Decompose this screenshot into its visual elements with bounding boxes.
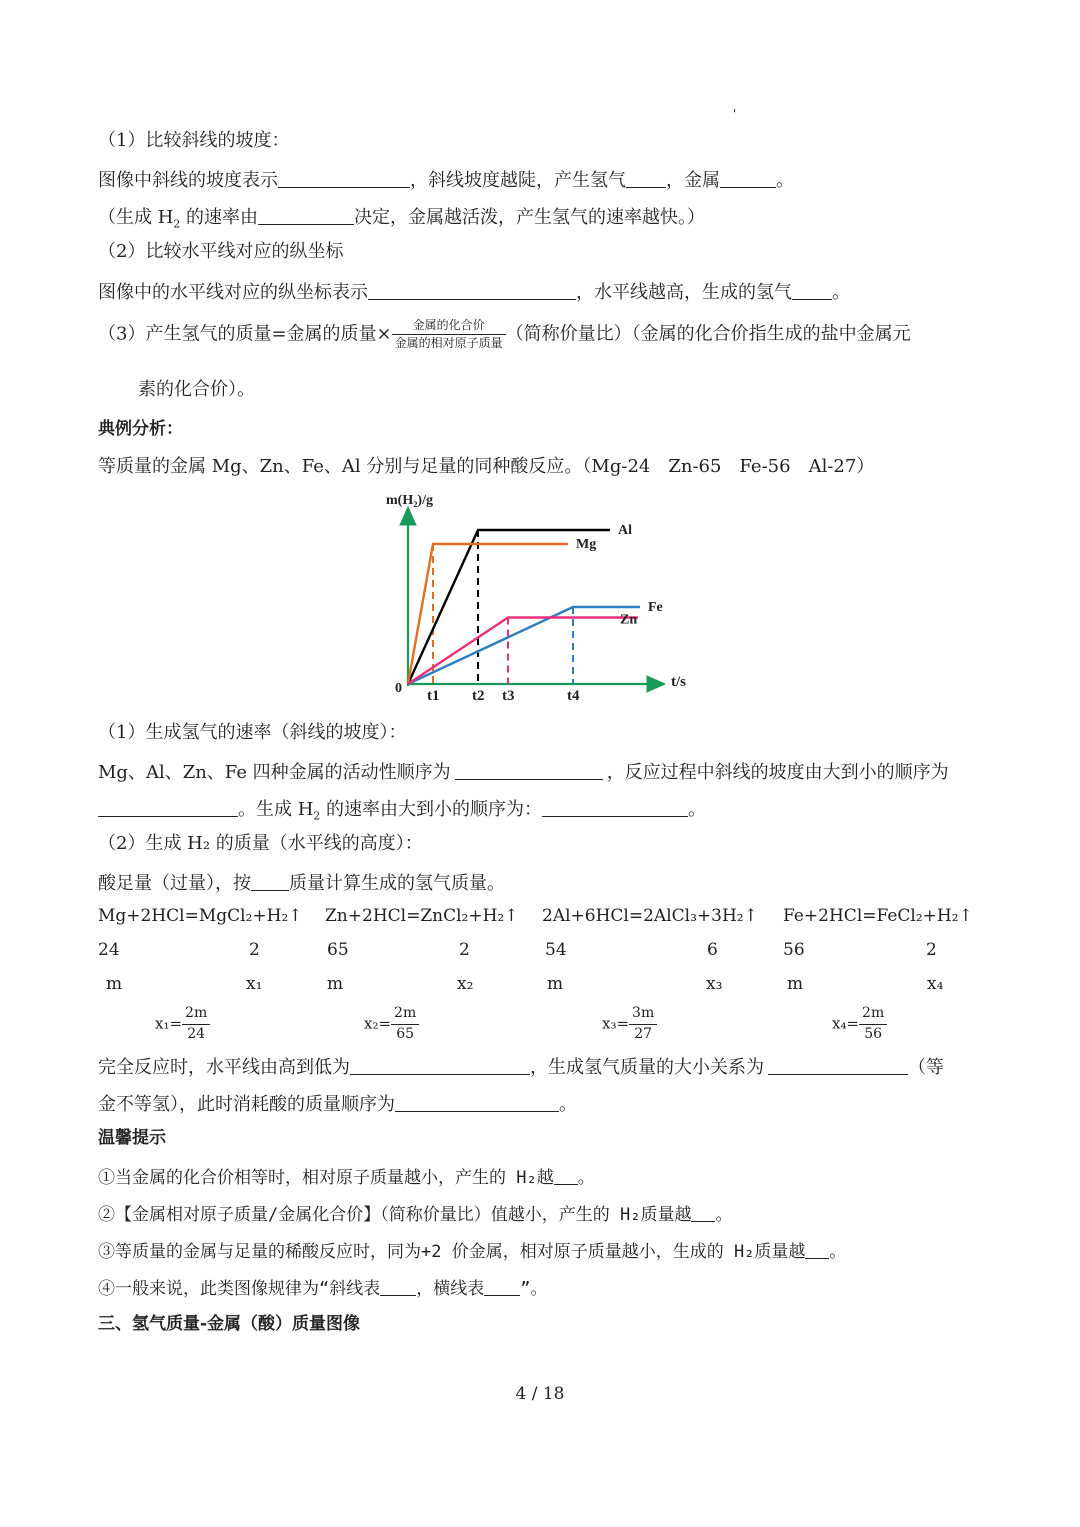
x1-formula: x₁= $\frac{2m}{24}$	[155, 1005, 210, 1043]
example-heading: 典例分析：	[98, 419, 183, 439]
answer-blank[interactable]	[805, 1241, 829, 1259]
x3-formula: x₃= $\frac{3m}{27}$	[602, 1005, 657, 1043]
q2-heading: （2）生成 H₂ 的质量（水平线的高度）：	[98, 833, 423, 854]
fe-h2-mass: 2	[926, 940, 937, 960]
al-metal-mass: m	[547, 974, 564, 994]
answer-blank[interactable]	[258, 206, 354, 225]
equation-mg: Mg+2HCl=MgCl₂+H₂↑	[98, 906, 303, 926]
mg-h2-mass: 2	[249, 940, 260, 960]
series-label-zn: Zn	[620, 612, 638, 628]
answer-blank[interactable]	[720, 169, 776, 188]
example-statement: 等质量的金属 Mg、Zn、Fe、Al 分别与足量的同种酸反应。（Mg-24 Zn-65 Fe-56 Al-27）	[98, 456, 875, 477]
zn-atomic-mass: 65	[327, 940, 349, 960]
answer-blank[interactable]	[554, 1167, 578, 1185]
equation-al: 2Al+6HCl=2AlCl₃+3H₂↑	[542, 906, 758, 926]
tick-label-t4: t4	[567, 688, 580, 704]
answer-blank[interactable]	[768, 1056, 908, 1075]
x4-formula: x₄= $\frac{2m}{56}$	[832, 1005, 887, 1043]
zn-x: x₂	[457, 974, 474, 994]
al-atomic-mass: 54	[545, 940, 567, 960]
mass-formula-cont: 素的化合价）。	[138, 379, 255, 400]
fe-metal-mass: m	[787, 974, 804, 994]
tip-3: ③等质量的金属与足量的稀酸反应时，同为+2 价金属，相对原子质量越小，生成的 H₂质量越 。	[98, 1242, 847, 1262]
fe-atomic-mass: 56	[783, 940, 805, 960]
tick-label-t3: t3	[502, 688, 515, 704]
equation-fe: Fe+2HCl=FeCl₂+H₂↑	[783, 906, 973, 926]
answer-blank[interactable]	[368, 281, 576, 300]
valence-fraction: $\frac{\text{金属的化合价}}{\text{金属的相对原子质量}}$	[392, 318, 506, 351]
answer-blank[interactable]	[350, 1056, 530, 1075]
tip-2: ②【金属相对原子质量/金属化合价】（简称价量比）值越小，产生的 H₂质量越 。	[98, 1205, 733, 1225]
q1-heading: （1）生成氢气的速率（斜线的坡度）：	[98, 722, 407, 743]
tip-4: ④一般来说，此类图像规律为“斜线表 ，横线表 ”。	[98, 1279, 548, 1299]
tick-label-t2: t2	[472, 688, 485, 704]
al-x: x₃	[706, 974, 723, 994]
q1-sentence-cont: 。生成 $H_2$ 的速率由大到小的顺序为： 。	[98, 798, 706, 822]
series-label-fe: Fe	[648, 600, 663, 615]
tip-1: ①当金属的化合价相等时，相对原子质量越小，产生的 H₂越 。	[98, 1168, 595, 1188]
series-line-mg	[408, 544, 568, 684]
answer-blank[interactable]	[691, 1204, 715, 1222]
mass-formula: （3）产生氢气的质量=金属的质量× $\frac{\text{金属的化合价}}{\text{金属的相对原子质量}}$ （简称价量比）（金属的化合价指生成的盐中金属元	[98, 318, 911, 350]
zn-metal-mass: m	[327, 974, 344, 994]
fe-x: x₄	[927, 974, 944, 994]
item-2-heading: （2）比较水平线对应的纵坐标	[98, 241, 344, 262]
answer-blank[interactable]	[455, 761, 603, 780]
series-label-mg: Mg	[576, 537, 597, 552]
slope-sentence: 图像中斜线的坡度表示 ，斜线坡度越陡，产生氢气 ，金属 。	[98, 170, 794, 191]
answer-blank[interactable]	[626, 169, 666, 188]
conclusion-sentence: 完全反应时，水平线由高到低为 ，生成氢气质量的大小关系为 （等	[98, 1057, 944, 1078]
tick-label-t1: t1	[427, 688, 440, 704]
answer-blank[interactable]	[542, 798, 688, 817]
answer-blank[interactable]	[792, 281, 832, 300]
top-mark: '	[733, 107, 737, 121]
answer-blank[interactable]	[380, 1278, 416, 1296]
x-axis-label: t/s	[671, 674, 686, 690]
hydrogen-mass-time-chart	[378, 488, 698, 710]
al-h2-mass: 6	[707, 940, 718, 960]
item-1-heading: （1）比较斜线的坡度：	[98, 130, 290, 151]
conclusion-sentence-cont: 金不等氢），此时消耗酸的质量顺序为 。	[98, 1094, 577, 1115]
section-3-heading: 三、氢气质量-金属（酸）质量图像	[98, 1314, 361, 1334]
mg-atomic-mass: 24	[98, 940, 120, 960]
rate-note: （生成 $H_2$ 的速率由 决定，金属越活泼，产生氢气的速率越快。）	[98, 207, 706, 231]
answer-blank[interactable]	[251, 872, 289, 891]
answer-blank[interactable]	[484, 1278, 520, 1296]
answer-blank[interactable]	[98, 798, 238, 817]
x2-formula: x₂= $\frac{2m}{65}$	[364, 1005, 419, 1043]
page-number: 4 / 18	[515, 1384, 565, 1404]
answer-blank[interactable]	[278, 169, 410, 188]
series-line-zn	[408, 618, 638, 685]
horizontal-line-sentence: 图像中的水平线对应的纵坐标表示 ，水平线越高，生成的氢气 。	[98, 282, 850, 303]
mg-x: x₁	[246, 974, 263, 994]
mg-metal-mass: m	[106, 974, 123, 994]
tips-heading: 温馨提示	[98, 1128, 166, 1148]
equation-zn: Zn+2HCl=ZnCl₂+H₂↑	[325, 906, 519, 926]
origin-label: 0	[395, 681, 402, 696]
q1-sentence: Mg、Al、Zn、Fe 四种金属的活动性顺序为 ，反应过程中斜线的坡度由大到小的顺序为	[98, 762, 949, 783]
q2-sentence: 酸足量（过量），按 质量计算生成的氢气质量。	[98, 873, 505, 894]
answer-blank[interactable]	[395, 1093, 559, 1112]
series-label-al: Al	[618, 523, 632, 538]
zn-h2-mass: 2	[459, 940, 470, 960]
y-axis-label: m(H₂)/g	[386, 493, 433, 508]
